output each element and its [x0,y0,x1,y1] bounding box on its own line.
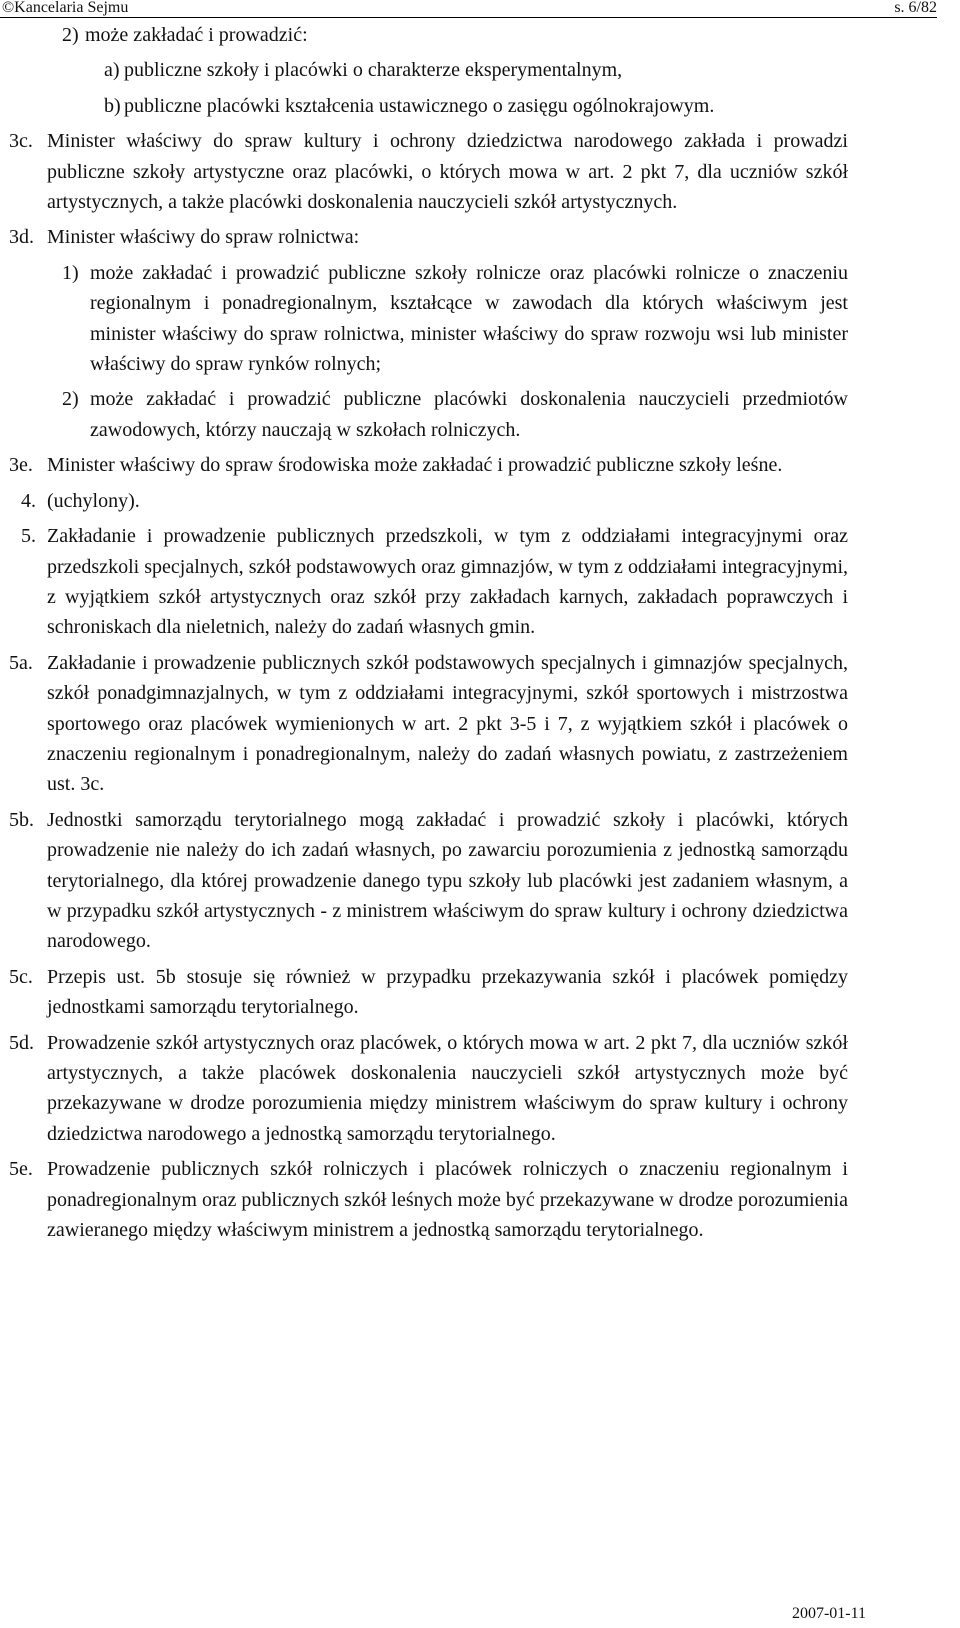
footer-date: 2007-01-11 [791,1605,866,1622]
section-label: 5a. [9,651,33,674]
item-a [0,55,960,85]
page-header [0,0,960,18]
section-label: 3d. [9,226,34,249]
section-text: Jednostki samorządu terytorialnego mogą zakładać i prowadzić szkoły i placówki, których prowadzenie nie należy do ich zadań własnych, po zawarciu porozumienia z jednostką samorządu terytorialnego, dla której prowadzenie danego typu szkoły lub placówki jest zadaniem własnym, a w przypadku szkół artystycznych - z ministrem właściwym do spraw kultury i ochrony dziedzictwa narodowego. [47,808,848,953]
section-label: 5c. [9,965,33,988]
section-3d [0,222,960,252]
section-text: Zakładanie i prowadzenie publicznych przedszkoli, w tym z oddziałami integracyjnymi oraz przedszkoli specjalnych, szkół podstawowych oraz gimnazjów, w tym z oddziałami integracyjnymi, z wyjątkiem szkół artystycznych oraz szkół przy zakładach karnych, zakładach poprawczych i schroniskach dla nieletnich, należy do zadań własnych gmin. [47,525,848,639]
section-text: Minister właściwy do spraw kultury i ochrony dziedzictwa narodowego zakłada i prowadzi publiczne szkoły artystyczne oraz placówki, o których mowa w art. 2 pkt 7, dla uczniów szkół artystycznych, a także placówki doskonalenia nauczycieli szkół artystycznych. [47,130,848,214]
section-5a [0,648,960,800]
section-text: Zakładanie i prowadzenie publicznych szkół podstawowych specjalnych i gimnazjów specjalnych, szkół ponadgimnazjalnych, w tym z oddziałami integracyjnymi, szkół sportowych i mistrzostwa sportowego oraz placówek wymienionych w art. 2 pkt 3-5 i 7, z wyjątkiem szkół i placówek o znaczeniu regionalnym i ponadregionalnym, należy do zadań własnych powiatu, z zastrzeżeniem ust. 3c. [47,651,848,796]
section-text: (uchylony). [47,489,140,512]
section-3c [0,126,960,217]
paragraph-2 [0,20,960,50]
paragraph-text: może zakładać i prowadzić: [85,24,308,46]
point-text: może zakładać i prowadzić publiczne placówki doskonalenia nauczycieli przedmiotów zawodowych, którzy nauczają w szkołach rolniczych. [90,388,848,441]
section-label: 3e. [9,454,33,477]
section-text: Minister właściwy do spraw środowiska może zakładać i prowadzić publiczne szkoły leśne. [47,454,783,477]
section-3e [0,450,960,480]
section-text: Prowadzenie publicznych szkół rolniczych i placówek rolniczych o znaczeniu regionalnym i ponadregionalnym oraz publicznych szkół leśnych może być przekazywane w drodze porozumienia zawieranego między właściwym ministrem a jednostką samorządu terytorialnego. [47,1158,848,1242]
item-label: a) [104,59,120,82]
paragraph-label: 2) [62,24,79,46]
header-divider [0,17,937,18]
point-label: 1) [62,261,79,284]
section-label: 3c. [9,130,33,153]
section-label: 5d. [9,1031,34,1054]
section-5b [0,805,960,957]
section-5c [0,962,960,1023]
section-5d [0,1028,960,1150]
item-text: publiczne szkoły i placówki o charakterze eksperymentalnym, [124,59,623,82]
point-text: może zakładać i prowadzić publiczne szkoły rolnicze oraz placówki rolnicze o znaczeniu regionalnym i ponadregionalnym, kształcące w zawodach dla których właściwym jest minister właściwy do spraw rolnictwa, minister właściwy do spraw rozwoju wsi lub minister właściwy do spraw rynków rolnych; [90,261,848,376]
section-text: Prowadzenie szkół artystycznych oraz placówek, o których mowa w art. 2 pkt 7, dla uczniów szkół artystycznych, a także placówek doskonalenia nauczycieli szkół artystycznych może być przekazywane w drodze porozumienia między ministrem właściwym do spraw kultury i ochrony dziedzictwa narodowego a jednostką samorządu terytorialnego. [47,1031,848,1145]
section-text: Minister właściwy do spraw rolnictwa: [47,226,360,249]
section-4 [0,486,960,516]
point-label: 2) [62,388,79,411]
point-2 [0,384,960,445]
item-b [0,91,960,121]
page-number: s. 6/82 [894,0,937,16]
section-label: 4. [21,489,36,512]
section-label: 5b. [9,808,34,831]
point-1 [0,258,960,380]
section-text: Przepis ust. 5b stosuje się również w przypadku przekazywania szkół i placówek pomiędzy jednostkami samorządu terytorialnego. [47,965,848,1019]
section-5e [0,1154,960,1245]
copyright-label: ©Kancelaria Sejmu [2,0,129,16]
document-body [0,20,960,1245]
section-label: 5. [21,525,36,548]
item-label: b) [104,94,121,117]
section-label: 5e. [9,1158,33,1181]
item-text: publiczne placówki kształcenia ustawicznego o zasięgu ogólnokrajowym. [124,94,715,117]
section-5 [0,521,960,643]
